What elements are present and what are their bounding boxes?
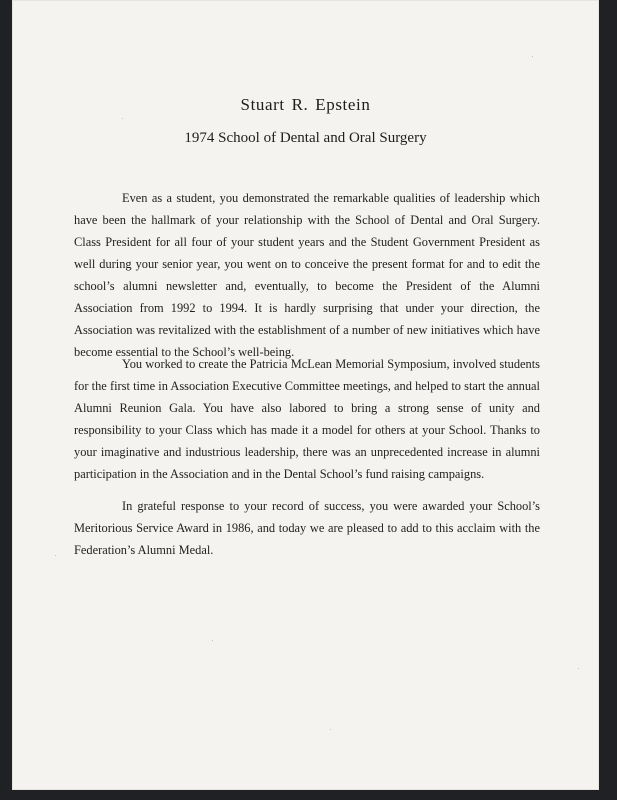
body-paragraph-2: You worked to create the Patricia McLean Memorial Symposium, involved students for the first time in Association Executive Committee meetings, and helped to start the annual Alumni Reunion Gala. You have also labored to bring a strong sense of unity and responsibility to your Class which has made it a model for others at your School. Thanks to your imaginative and industrious leadership, there was an unprecedented increase in alumni participation in the Association and in the Dental School’s fund raising campaigns. <box>74 357 540 481</box>
body-paragraph-3: In grateful response to your record of success, you were awarded your School’s Meritorious Service Award in 1986, and today we are pleased to add to this acclaim with the Federation’s Alumni Medal. <box>74 499 540 557</box>
document-page <box>12 0 599 790</box>
paper-speck <box>122 118 123 119</box>
scan-right-edge <box>599 0 617 800</box>
document-title: Stuart R. Epstein <box>240 95 371 114</box>
paper-speck <box>330 729 331 730</box>
paper-speck <box>55 555 56 556</box>
paper-speck <box>578 668 579 669</box>
paper-speck <box>532 56 533 57</box>
body-paragraph-1: Even as a student, you demonstrated the remarkable qualities of leadership which have been the hallmark of your relationship with the School of Dental and Oral Surgery. Class President for all four of your student years and the Student Government President as well during your senior year, you went on to conceive the present format for and to edit the school’s alumni newsletter and, eventually, to become the President of the Alumni Association from 1992 to 1994. It is hardly surprising that under your direction, the Association was revitalized with the establishment of a number of new initiatives which have become essential to the School’s well-being. <box>74 191 540 359</box>
document-subtitle: 1974 School of Dental and Oral Surgery <box>184 130 427 146</box>
paper-speck <box>212 640 213 641</box>
